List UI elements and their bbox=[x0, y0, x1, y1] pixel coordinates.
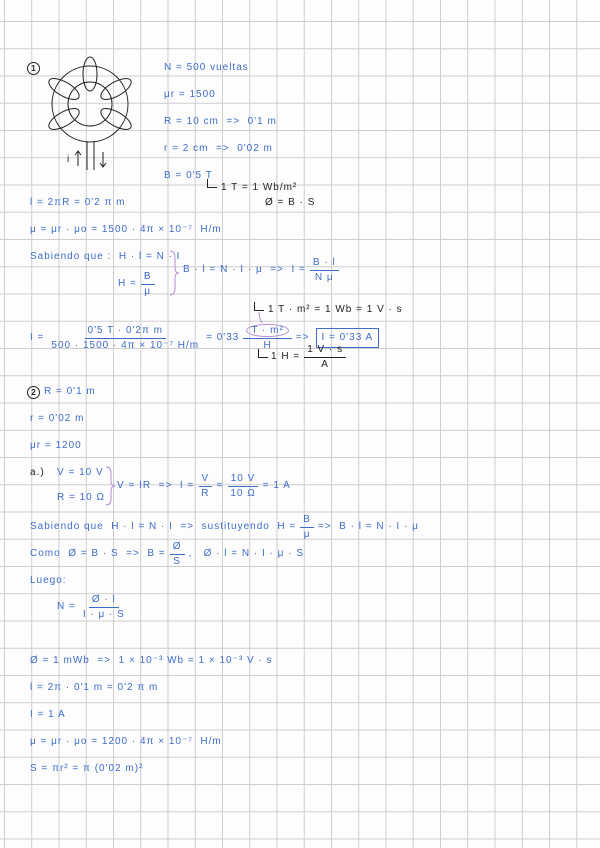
given-resistance: R = 10 Ω bbox=[57, 492, 105, 503]
ampere-law-line: Sabiendo que : H · l = N · I bbox=[30, 251, 181, 262]
given-voltage: V = 10 V bbox=[57, 467, 104, 478]
turns-denominator: I · μ · S bbox=[82, 608, 125, 620]
unit-denominator: H bbox=[263, 339, 272, 351]
given-field: B = 0'5 T bbox=[164, 170, 213, 181]
h-denominator: μ bbox=[144, 285, 152, 297]
given-major-radius: R = 10 cm => 0'1 m bbox=[164, 116, 277, 127]
substitution-prefix: Sabiendo que H · l = N · I => sustituyendo H = bbox=[30, 521, 297, 532]
note-henry bbox=[271, 343, 350, 371]
given-relative-permeability: μr = 1500 bbox=[164, 89, 216, 100]
calc-numerator: 0'5 T · 0'2π m bbox=[85, 325, 166, 339]
ohm-numerator-1: V bbox=[199, 473, 213, 487]
ohm-law-line bbox=[117, 472, 291, 500]
permeability-equation: μ = μr · μo = 1500 · 4π × 10⁻⁷ H/m bbox=[30, 224, 222, 235]
turns-formula bbox=[57, 593, 132, 621]
ohm-result: = 1 A bbox=[262, 480, 291, 491]
unit-numerator bbox=[243, 325, 291, 339]
value-area: S = πr² = π (0'02 m)² bbox=[30, 763, 144, 774]
current-up-arrow-icon bbox=[75, 151, 81, 166]
luego-label: Luego: bbox=[30, 575, 67, 586]
current-down-arrow-icon bbox=[100, 152, 106, 167]
ohm-prefix: V = IR => I = bbox=[117, 480, 195, 491]
note-flux: Ø = B · S bbox=[265, 197, 316, 208]
value-flux: Ø = 1 mWb => 1 × 10⁻³ Wb = 1 × 10⁻³ V · s bbox=[30, 655, 273, 666]
substitution-suffix: => B · l = N · I · μ bbox=[317, 521, 419, 532]
brace-icon bbox=[106, 466, 116, 506]
current-label: i bbox=[67, 154, 71, 165]
current-formula-fraction bbox=[310, 257, 339, 284]
ohm-numerator-2: 10 V bbox=[228, 473, 259, 487]
hook-arrow-icon bbox=[258, 349, 268, 358]
calc-value: = 0'33 bbox=[206, 332, 240, 343]
hook-arrow-icon bbox=[254, 302, 264, 311]
current-formula-prefix: B · l = N · I · μ => I = bbox=[183, 264, 306, 275]
coil-loop bbox=[46, 104, 82, 133]
hook-arrow-icon bbox=[207, 179, 217, 188]
note-tesla-m2: 1 T · m² = 1 Wb = 1 V · s bbox=[268, 304, 403, 315]
flux-denominator: S bbox=[173, 555, 181, 567]
substitution-line bbox=[30, 513, 419, 541]
given-minor-radius-2: r = 0'02 m bbox=[30, 413, 85, 424]
ohm-fraction-symbolic bbox=[198, 473, 212, 500]
henry-numerator: 1 V · s bbox=[304, 344, 346, 358]
flux-line bbox=[30, 540, 304, 568]
turns-fraction bbox=[80, 594, 128, 621]
current-formula bbox=[183, 256, 343, 284]
flux-numerator: Ø bbox=[170, 541, 185, 555]
substitution-denominator: μ bbox=[303, 528, 311, 540]
h-prefix: H = bbox=[118, 278, 137, 289]
current-formula-numerator: B · l bbox=[310, 257, 339, 271]
h-numerator: B bbox=[141, 271, 155, 285]
turns-prefix: N = bbox=[57, 601, 76, 612]
coil-loop bbox=[83, 57, 97, 91]
value-permeability: μ = μr · μo = 1200 · 4π × 10⁻⁷ H/m bbox=[30, 736, 222, 747]
implies-arrow: => bbox=[295, 332, 310, 343]
calc-fraction bbox=[48, 325, 202, 352]
given-minor-radius: r = 2 cm => 0'02 m bbox=[164, 143, 273, 154]
flux-fraction bbox=[170, 541, 185, 568]
coil-loop bbox=[98, 74, 134, 103]
problem-number-2: 2 bbox=[27, 386, 40, 399]
note-tesla: 1 T = 1 Wb/m² bbox=[221, 182, 298, 193]
ohm-equals: = bbox=[216, 480, 224, 491]
substitution-fraction bbox=[300, 514, 314, 541]
h-equation bbox=[118, 270, 159, 298]
coil-loop bbox=[46, 74, 82, 103]
given-major-radius-2: R = 0'1 m bbox=[44, 386, 96, 397]
henry-denominator: A bbox=[321, 358, 329, 370]
toroid-diagram bbox=[40, 55, 150, 175]
given-turns: N = 500 vueltas bbox=[164, 62, 249, 73]
henry-fraction bbox=[304, 344, 346, 371]
henry-prefix: 1 H = bbox=[271, 351, 301, 362]
substitution-numerator: B bbox=[300, 514, 314, 528]
ohm-denominator-1: R bbox=[201, 487, 210, 499]
value-current: I = 1 A bbox=[30, 709, 66, 720]
value-length: l = 2π · 0'1 m = 0'2 π m bbox=[30, 682, 159, 693]
calc-denominator: 500 · 1500 · 4π × 10⁻⁷ H/m bbox=[51, 339, 200, 351]
ohm-denominator-2: 10 Ω bbox=[230, 487, 256, 499]
coil-loop bbox=[98, 104, 134, 133]
ohm-fraction-numeric bbox=[227, 473, 258, 500]
flux-suffix: , Ø · l = N · I · μ · S bbox=[188, 548, 304, 559]
length-equation: l = 2πR = 0'2 π m bbox=[30, 197, 126, 208]
flux-prefix: Como Ø = B · S => B = bbox=[30, 548, 166, 559]
toroid-outer-ring bbox=[52, 66, 128, 142]
given-relative-permeability-2: μr = 1200 bbox=[30, 440, 82, 451]
turns-numerator: Ø · l bbox=[89, 594, 119, 608]
brace-icon bbox=[170, 250, 180, 296]
h-fraction bbox=[141, 271, 155, 298]
problem-number-1: 1 bbox=[27, 62, 40, 75]
final-answer-box: I = 0'33 A bbox=[316, 328, 380, 348]
current-formula-denominator: N μ bbox=[314, 271, 334, 283]
part-label: a.) bbox=[30, 467, 45, 478]
unit-numerator-circled: T · m² bbox=[246, 324, 288, 337]
calc-prefix: I = bbox=[30, 332, 45, 343]
